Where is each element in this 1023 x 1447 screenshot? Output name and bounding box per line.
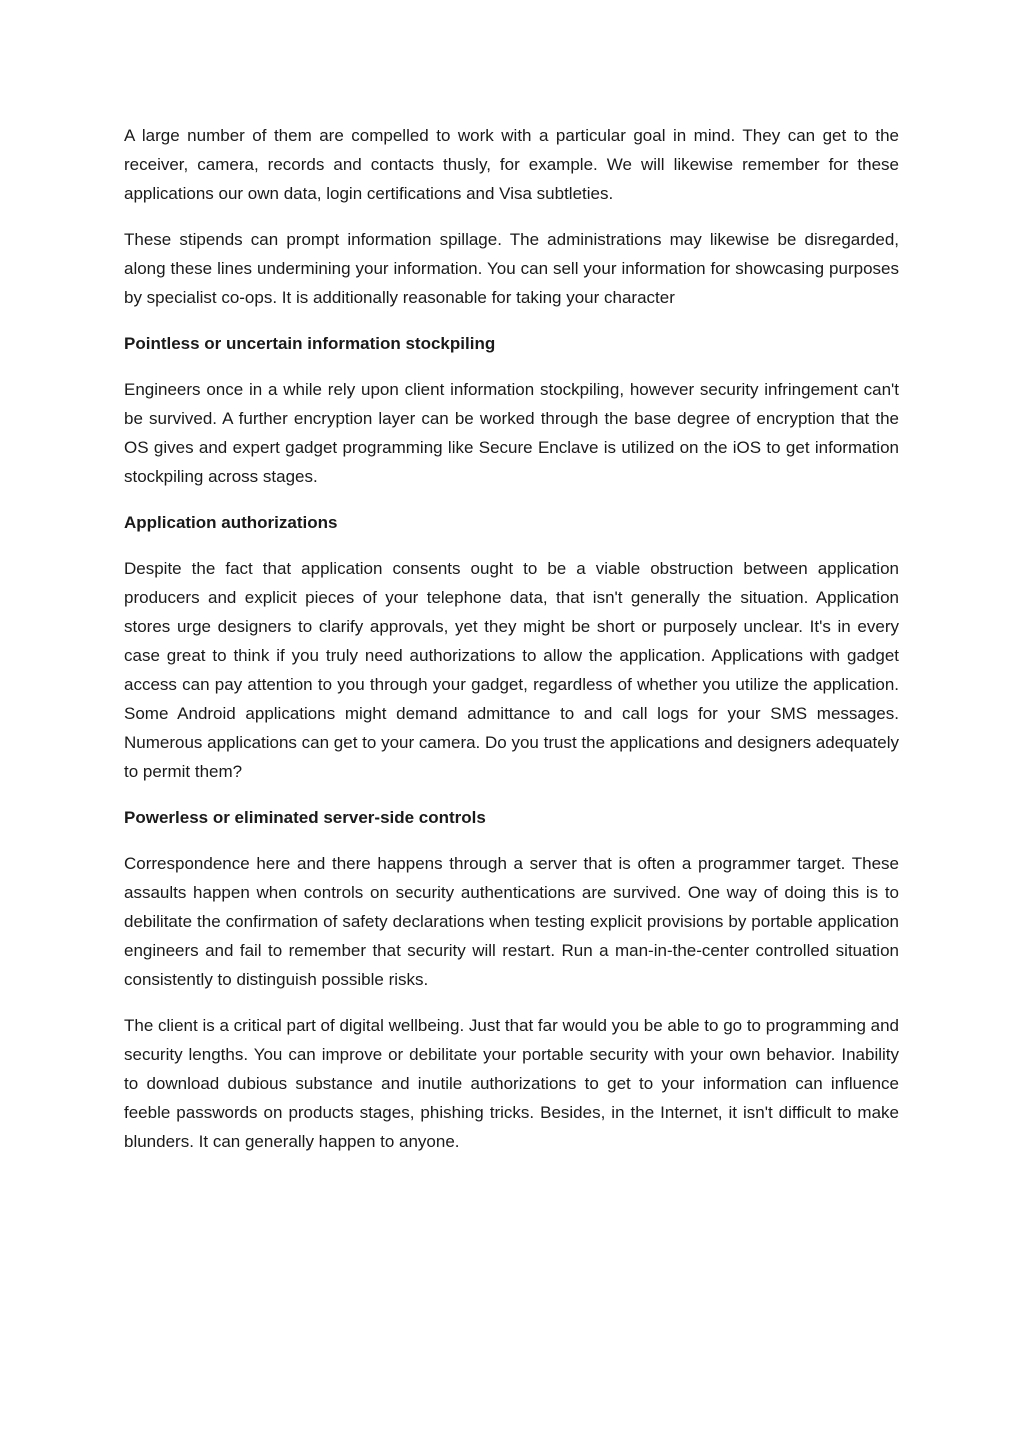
paragraph-information-leakage: These stipends can prompt information spillage. The administrations may likewise be disregarded, along these lines undermining your information. You can sell your information for showcasing purposes by specialist co-ops. It is additionally reasonable for taking your character	[124, 230, 899, 307]
paragraph-server-side-controls: Correspondence here and there happens through a server that is often a programmer target. These assaults happen when controls on security authentications are survived. One way of doing this is to debilitate the confirmation of safety declarations when testing explicit provisions by portable application engineers and fail to remember that security will restart. Run a man-in-the-center controlled situation consistently to distinguish possible risks.	[124, 854, 899, 989]
paragraph-app-permissions-intro: A large number of them are compelled to work with a particular goal in mind. They can get to the receiver, camera, records and contacts thusly, for example. We will likewise remember for these applications our own data, login certifications and Visa subtleties.	[124, 126, 899, 203]
heading-data-storage: Pointless or uncertain information stockpiling	[124, 334, 496, 353]
paragraph-user-behavior: The client is a critical part of digital wellbeing. Just that far would you be able to go to programming and security lengths. You can improve or debilitate your portable security with your own behavior. Inability to download dubious substance and inutile authorizations to get to your information can influence feeble passwords on products stages, phishing tricks. Besides, in the Internet, it isn't difficult to make blunders. It can generally happen to anyone.	[124, 1016, 899, 1151]
paragraph-app-authorizations: Despite the fact that application consents ought to be a viable obstruction between application producers and explicit pieces of your telephone data, that isn't generally the situation. Application stores urge designers to clarify approvals, yet they might be short or purposely unclear. It's in every case great to think if you truly need authorizations to allow the application. Applications with gadget access can pay attention to you through your gadget, regardless of whether you utilize the application. Some Android applications might demand admittance to and call logs for your SMS messages. Numerous applications can get to your camera. Do you trust the applications and designers adequately to permit them?	[124, 559, 899, 781]
paragraph-data-storage: Engineers once in a while rely upon client information stockpiling, however security infringement can't be survived. A further encryption layer can be worked through the base degree of encryption that the OS gives and expert gadget programming like Secure Enclave is utilized on the iOS to get information stockpiling across stages.	[124, 380, 899, 486]
document-body	[124, 121, 899, 1173]
heading-app-authorizations: Application authorizations	[124, 513, 338, 532]
heading-server-side-controls: Powerless or eliminated server-side controls	[124, 808, 486, 827]
